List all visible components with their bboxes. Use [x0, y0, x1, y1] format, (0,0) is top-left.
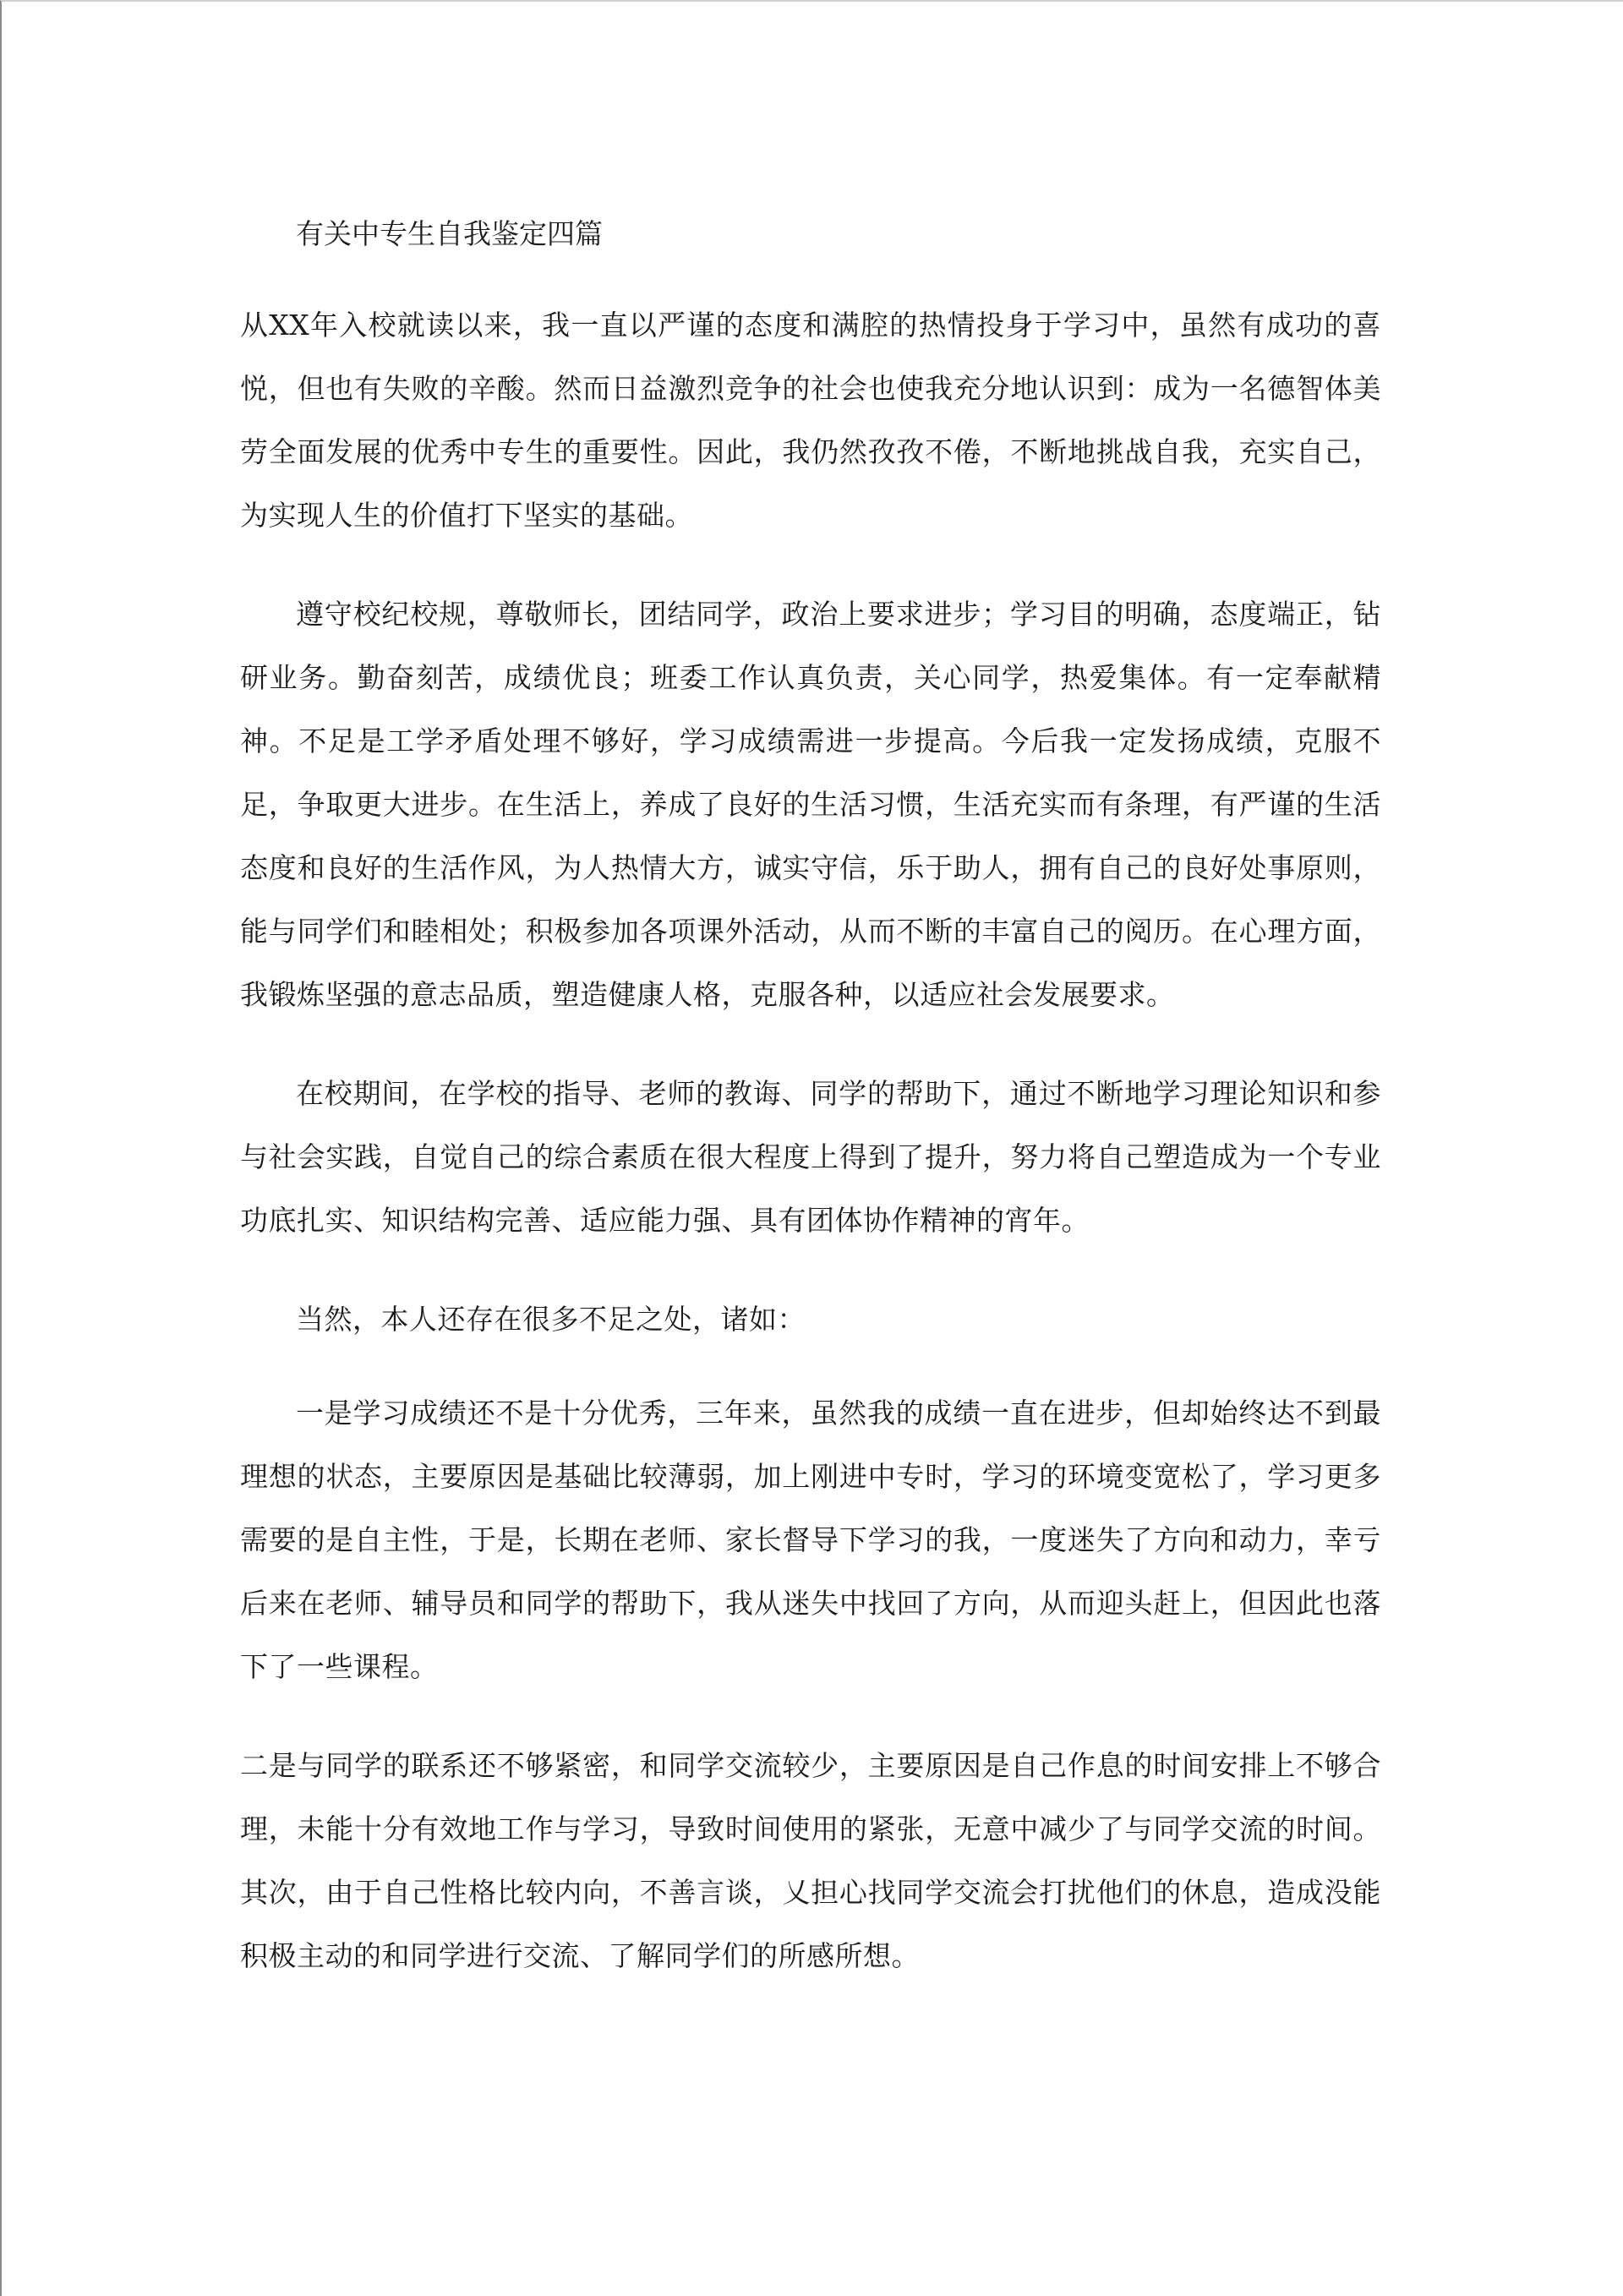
document-title: 有关中专生自我鉴定四篇: [296, 217, 603, 250]
paragraph-3: 在校期间，在学校的指导、老师的教诲、同学的帮助下，通过不断地学习理论知识和参与社会实践，自觉自己的综合素质在很大程度上得到了提升，努力将自己塑造成为一个专业功底扎实、知识结构完善、适应能力强、具有团体协作精神的宵年。: [240, 1077, 1381, 1237]
paragraph-1: 从XX年入校就读以来，我一直以严谨的态度和满腔的热情投身于学习中，虽然有成功的喜悦，但也有失败的辛酸。然而日益激烈竞争的社会也使我充分地认识到：成为一名德智体美劳全面发展的优秀中专生的重要性。因此，我仍然孜孜不倦，不断地挑战自我，充实自己，为实现人生的价值打下坚实的基础。: [240, 309, 1381, 532]
paragraph-6: 二是与同学的联系还不够紧密，和同学交流较少，主要原因是自己作息的时间安排上不够合理，未能十分有效地工作与学习，导致时间使用的紧张，无意中减少了与同学交流的时间。其次，由于自己性格比较内向，不善言谈，乂担心找同学交流会打扰他们的休息，造成没能积极主动的和同学进行交流、了解同学们的所感所想。: [240, 1749, 1381, 1972]
document-body: [240, 209, 1381, 2023]
paragraph-4: 当然，本人还存在很多不足之处，诸如：: [296, 1303, 806, 1336]
paragraph-5: 一是学习成绩还不是十分优秀，三年来，虽然我的成绩一直在进步，但却始终达不到最理想的状态，主要原因是基础比较薄弱，加上刚进中专时，学习的环境变宽松了，学习更多需要的是自主性，于是，长期在老师、家长督导下学习的我，一度迷失了方向和动力，幸亏后来在老师、辅导员和同学的帮助下，我从迷失中找回了方向，从而迎头赶上，但因此也落下了一些课程。: [240, 1397, 1381, 1683]
paragraph-2: 遵守校纪校规，尊敬师长，团结同学，政治上要求进步；学习目的明确，态度端正，钻研业务。勤奋刻苦，成绩优良；班委工作认真负责，关心同学，热爱集体。有一定奉献精神。不足是工学矛盾处理不够好，学习成绩需进一步提高。今后我一定发扬成绩，克服不足，争取更大进步。在生活上，养成了良好的生活习惯，生活充实而有条理，有严谨的生活态度和良好的生活作风，为人热情大方，诚实守信，乐于助人，拥有自己的良好处事原则，能与同学们和睦相处；积极参加各项课外活动，从而不断的丰富自己的阅历。在心理方面，我锻炼坚强的意志品质，塑造健康人格，克服各种，以适应社会发展要求。: [240, 598, 1381, 1011]
